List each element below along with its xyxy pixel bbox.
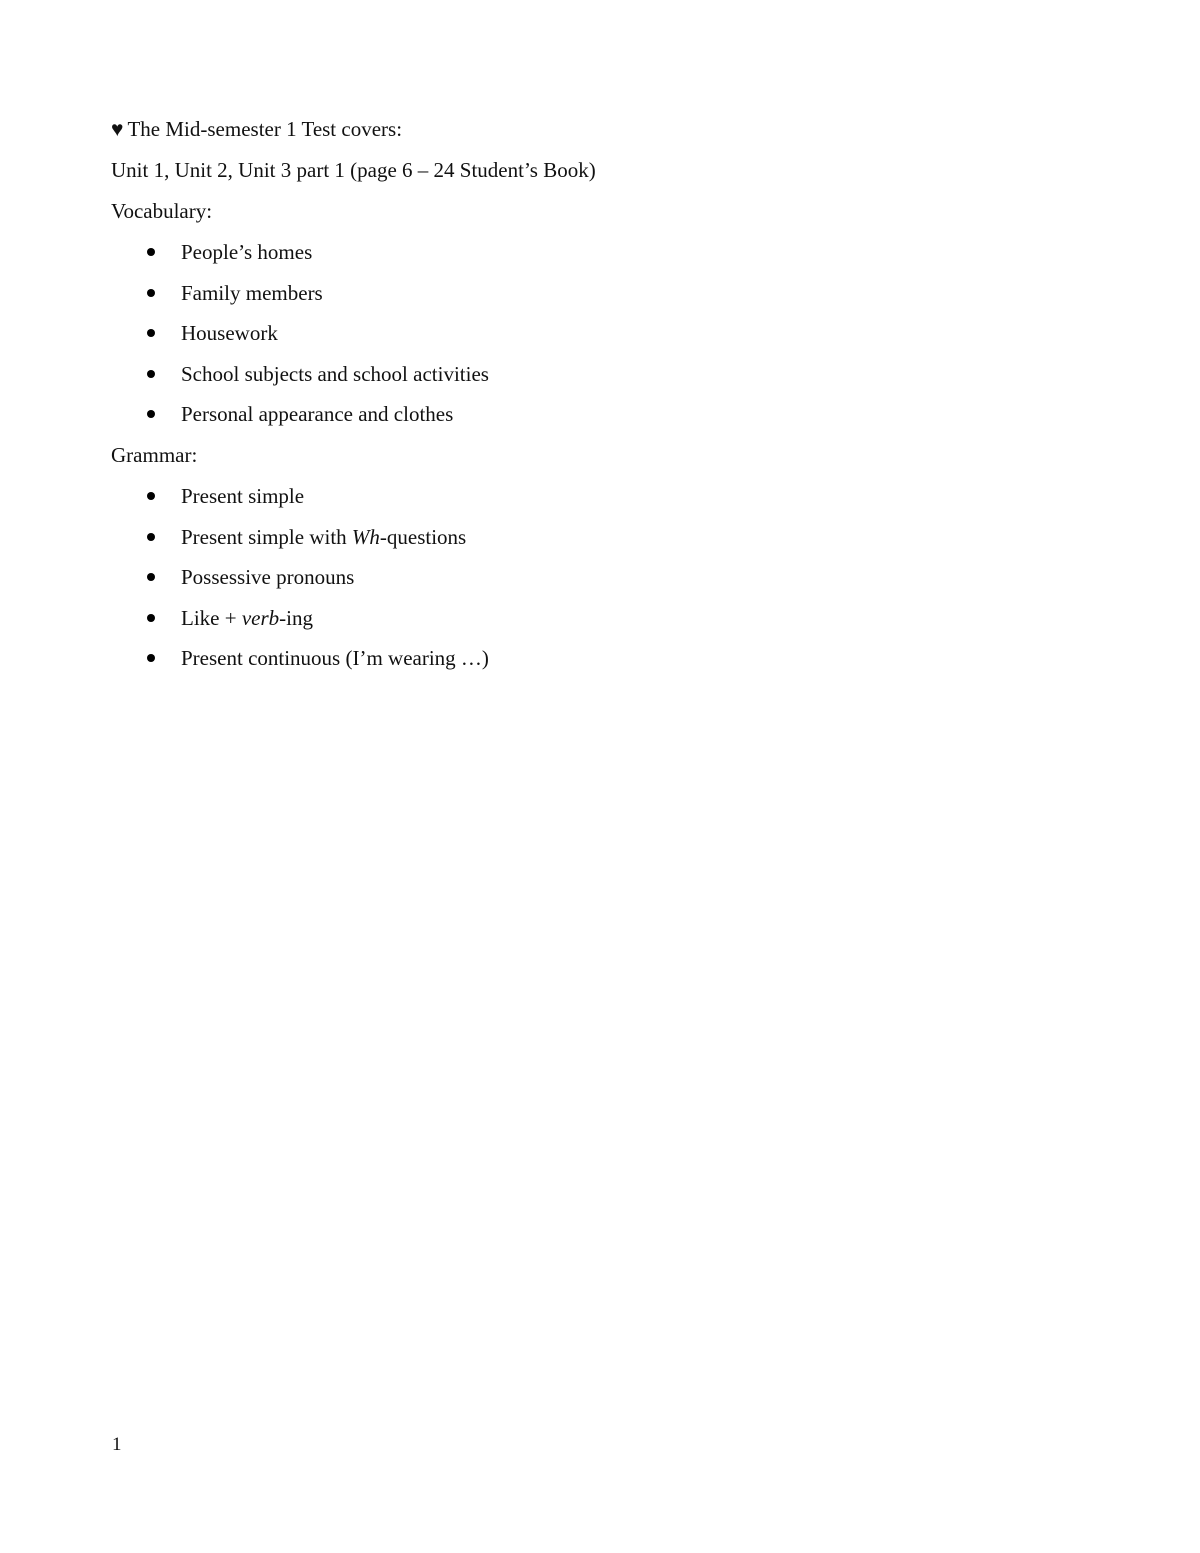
list-item: Possessive pronouns (111, 557, 1091, 598)
list-item: Personal appearance and clothes (111, 394, 1091, 435)
heart-icon: ♥ (111, 117, 124, 141)
list-item: Present simple with Wh-questions (111, 517, 1091, 558)
bullet-icon (147, 289, 155, 297)
heading-text: The Mid-semester 1 Test covers: (127, 117, 403, 141)
list-item: Present simple (111, 476, 1091, 517)
bullet-icon (147, 329, 155, 337)
units-line: Unit 1, Unit 2, Unit 3 part 1 (page 6 – 24 Student’s Book) (111, 158, 596, 182)
bullet-icon (147, 573, 155, 581)
heading-line (111, 109, 1091, 150)
bullet-icon (147, 492, 155, 500)
list-item: Present continuous (I’m wearing …) (111, 638, 1091, 679)
bullet-icon (147, 410, 155, 418)
bullet-icon (147, 614, 155, 622)
list-item: People’s homes (111, 232, 1091, 273)
bullet-icon (147, 654, 155, 662)
bullet-icon (147, 248, 155, 256)
document-content (111, 109, 1091, 679)
list-item: School subjects and school activities (111, 354, 1091, 395)
list-item: Like + verb-ing (111, 598, 1091, 639)
page-number: 1 (112, 1434, 122, 1455)
list-item: Housework (111, 313, 1091, 354)
list-item: Family members (111, 273, 1091, 314)
grammar-title: Grammar: (111, 442, 198, 467)
bullet-icon (147, 370, 155, 378)
bullet-icon (147, 533, 155, 541)
grammar-list (111, 476, 1091, 679)
vocabulary-title: Vocabulary: (111, 199, 213, 223)
vocabulary-list (111, 232, 1091, 435)
